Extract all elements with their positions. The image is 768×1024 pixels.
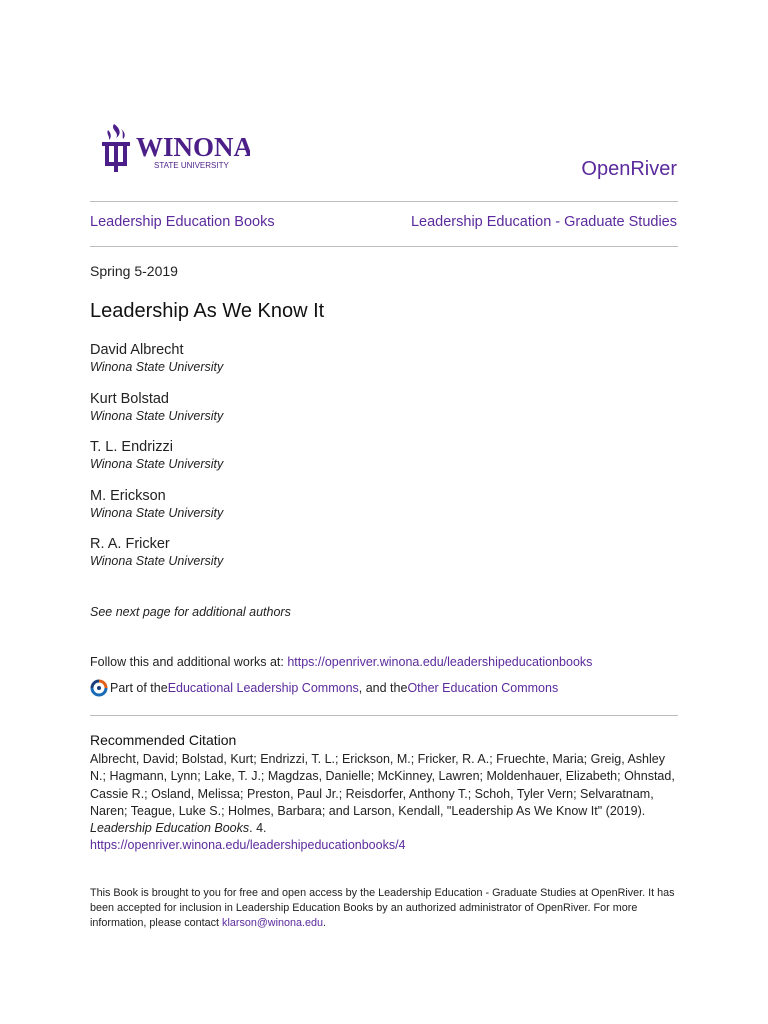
author-name: T. L. Endrizzi [90,439,173,455]
access-notice-text: This Book is brought to you for free and open access by the Leadership Education - Graduate Studies at OpenRiver. It has been accepted for inclusion in Leadership Education Books by an authorized administrator of OpenRiver. For more information, please contact [90,887,675,929]
collection-url-link[interactable]: https://openriver.winona.edu/leadershipeducationbooks [287,655,593,669]
author-item [90,439,590,488]
part-of-prefix: Part of the [110,681,168,695]
follow-label: Follow this and additional works at: [90,655,288,669]
author-affiliation: Winona State University [90,360,224,374]
author-list [90,342,590,585]
nav-link-graduate-studies[interactable]: Leadership Education - Graduate Studies [410,214,677,230]
author-name: David Albrecht [90,342,184,358]
logo-name: WINONA [136,132,250,162]
citation-number: . 4. [249,821,267,836]
divider [90,201,678,202]
logo-subtitle: STATE UNIVERSITY [154,161,229,170]
winona-logo[interactable] [100,120,250,172]
part-of-middle: , and the [358,681,408,695]
commons-network-icon [90,679,108,697]
divider [90,246,678,247]
author-name: Kurt Bolstad [90,390,169,407]
author-affiliation: Winona State University [90,457,224,471]
contact-email-link[interactable]: klarson@winona.edu [222,917,324,929]
citation-text: Albrecht, David; Bolstad, Kurt; Endrizzi, T. L.; Erickson, M.; Fricker, R. A.; Fruechte, Maria; Greig, Ashley N.; Hagmann, Lynn; Lake, T. J.; Magdzas, Danielle; McKinney, Lawren; Moldenhauer, Elizabeth; Ohnstad, Cassie R.; Osland, Melissa; Preston, Paul Jr.; Reisdorfer, Anthony T.; Schoh, Tyler Vern; Selvaratnam, Naren; Teague, Luke S.; Holmes, Barbara; and Larson, Kendall, "Leadership As We Know It" (2019). [90,752,675,818]
part-of-line [90,679,558,697]
document-title: Leadership As We Know It [90,300,325,322]
author-item [90,536,590,585]
publication-date: Spring 5-2019 [90,263,178,279]
winona-logo-icon [100,120,250,172]
additional-authors-note: See next page for additional authors [90,605,291,619]
author-affiliation: Winona State University [90,554,224,568]
access-notice-end: . [323,917,327,929]
author-affiliation: Winona State University [90,408,224,423]
author-name: M. Erickson [90,487,166,504]
author-item [90,342,590,391]
divider [90,715,678,716]
citation-url-link[interactable]: https://openriver.winona.edu/leadershipeducationbooks/4 [90,838,406,853]
citation-heading: Recommended Citation [90,732,237,748]
author-item [90,488,590,537]
educational-leadership-commons-link[interactable]: Educational Leadership Commons [167,681,359,695]
author-name: R. A. Fricker [90,536,170,552]
openriver-link[interactable]: OpenRiver [581,158,677,180]
follow-line [90,655,592,669]
author-affiliation: Winona State University [90,505,224,520]
author-item [90,391,590,440]
other-education-commons-link[interactable]: Other Education Commons [407,681,559,695]
citation-body [90,751,680,855]
access-notice [90,886,680,931]
nav-link-leadership-education-books[interactable]: Leadership Education Books [90,214,275,230]
citation-series: Leadership Education Books [90,821,250,836]
